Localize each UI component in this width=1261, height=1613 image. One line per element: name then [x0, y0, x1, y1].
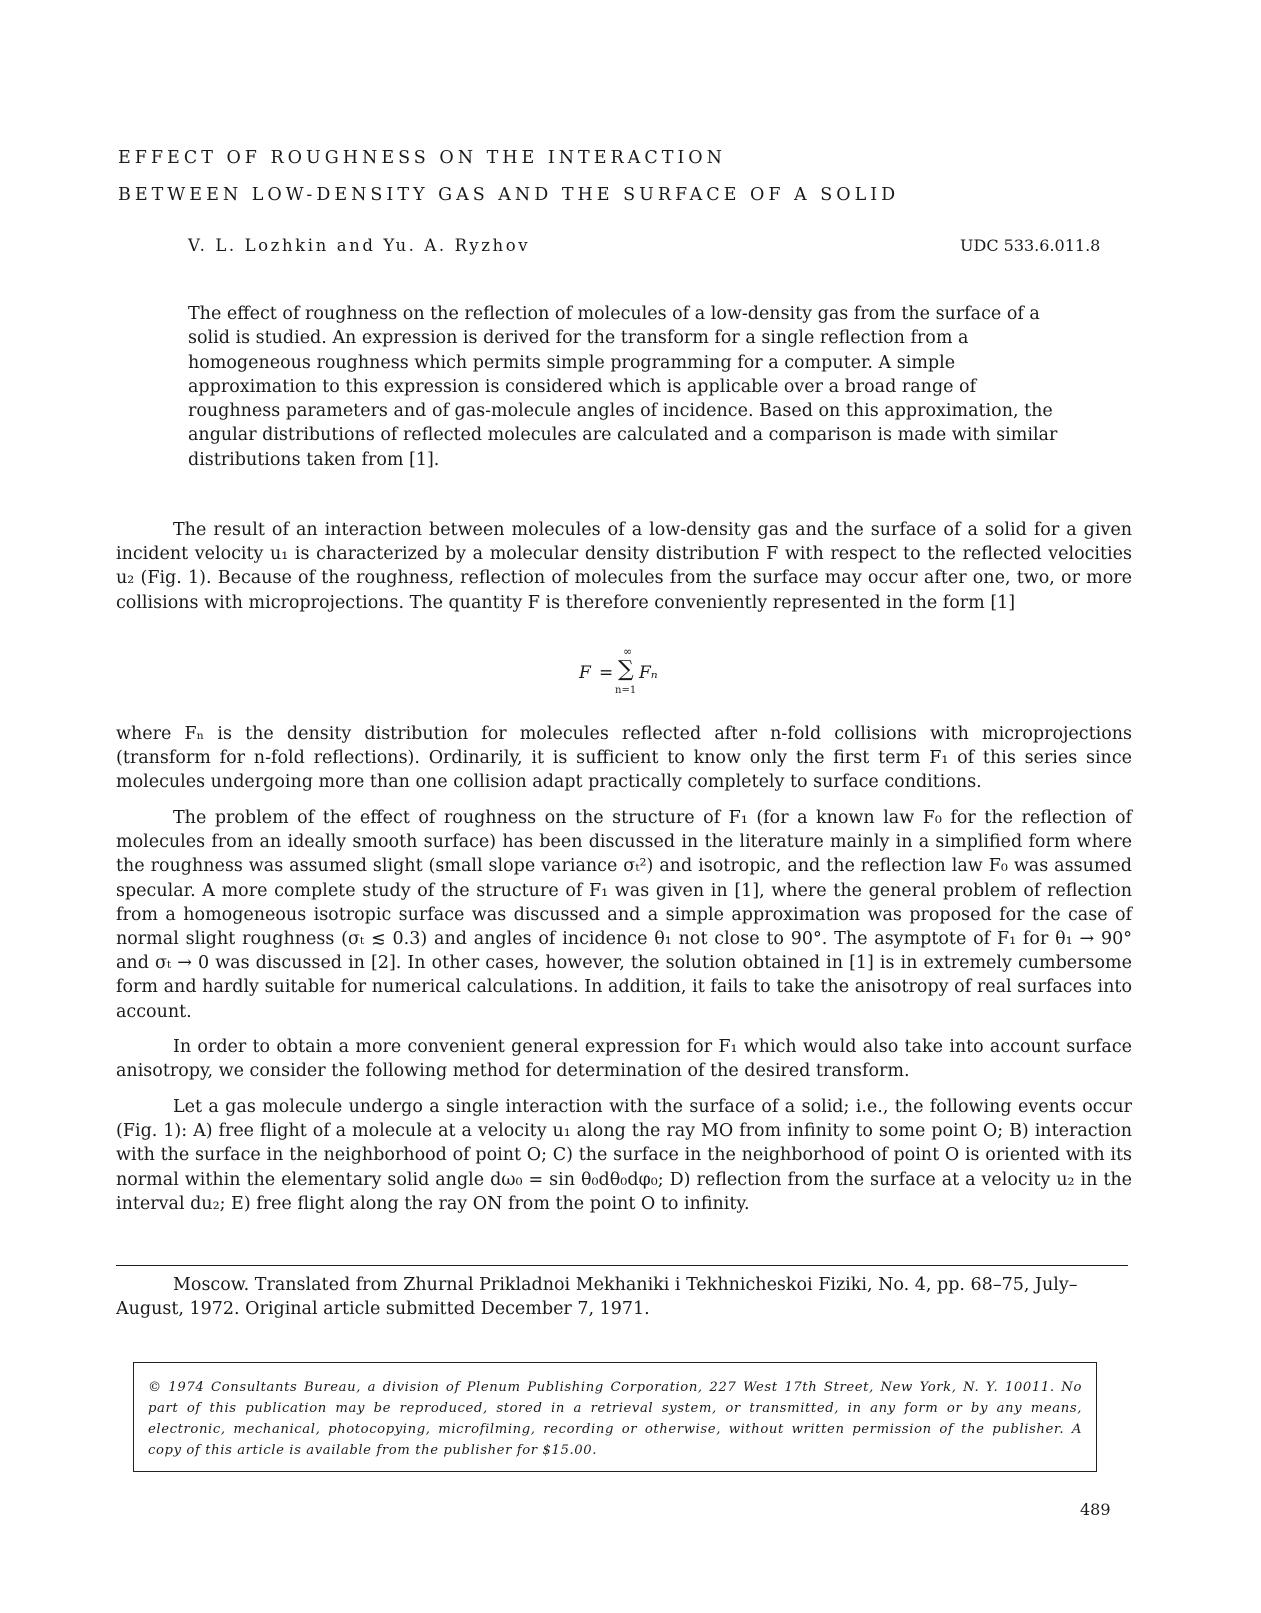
- body-paragraph-2-block: [116, 722, 1132, 795]
- formula-equals: =: [599, 663, 614, 683]
- body-paragraph-3-block: [116, 806, 1132, 1024]
- footnote-divider: [116, 1265, 1128, 1266]
- body-paragraph-1: The result of an interaction between molecules of a low-density gas and the surface of a solid for a given incident velocity u₁ is characterized by a molecular density distribution F with respect to the reflected velocities u₂ (Fig. 1). Because of the roughness, reflection of molecules from the surface may occur after one, two, or more collisions with microprojections. The quantity F is therefore conveniently represented in the form [1]: [116, 520, 1132, 613]
- body-paragraph-5: Let a gas molecule undergo a single interaction with the surface of a solid; i.e., the following events occur (Fig. 1): A) free flight of a molecule at a velocity u₁ along the ray MO from infinity to some point O; B) interaction with the surface in the neighborhood of point O; C) the surface in the neighborhood of point O is oriented with its normal within the elementary solid angle dω₀ = sin θ₀dθ₀dφ₀; D) reflection from the surface at a velocity u₂ in the interval du₂; E) free flight along the ray ON from the point O to infinity.: [116, 1097, 1132, 1214]
- body-paragraph-3: The problem of the effect of roughness on the structure of F₁ (for a known law F₀ for the reflection of molecules from an ideally smooth surface) has been discussed in the literature mainly in a simplified form where the roughness was assumed slight (small slope variance σₜ²) and isotropic, and the reflection law F₀ was assumed specular. A more complete study of the structure of F₁ was given in [1], where the general problem of reflection from a homogeneous isotropic surface was discussed and a simple approximation was proposed for the case of normal slight roughness (σₜ ≲ 0.3) and angles of incidence θ₁ not close to 90°. The asymptote of F₁ for θ₁ → 90° and σₜ → 0 was discussed in [2]. In other cases, however, the solution obtained in [1] is in extremely cumbersome form and hardly suitable for numerical calculations. In addition, it fails to take the anisotropy of real surfaces into account.: [116, 808, 1132, 1022]
- title-line-1: EFFECT OF ROUGHNESS ON THE INTERACTION: [118, 148, 726, 168]
- body-paragraph-1-block: [116, 518, 1132, 615]
- formula-term: Fₙ: [639, 663, 658, 683]
- footnote-text: Moscow. Translated from Zhurnal Prikladnoi Mekhaniki i Tekhnicheskoi Fiziki, No. 4, pp. 68–75, July–August, 1972. Original article submitted December 7, 1971.: [116, 1275, 1078, 1319]
- translation-footnote: [116, 1273, 1128, 1321]
- formula-lhs: F: [579, 663, 591, 683]
- copyright-text: © 1974 Consultants Bureau, a division of Plenum Publishing Corporation, 227 West 17th Street, New York, N. Y. 10011. No part of this publication may be reproduced, stored in a retrieval system, or transmitted, in any form or by any means, electronic, mechanical, photocopying, microfilming, recording or otherwise, without written permission of the publisher. A copy of this article is available from the publisher for $15.00.: [148, 1380, 1082, 1458]
- abstract-text: The effect of roughness on the reflection of molecules of a low-density gas from the surface of a solid is studied. An expression is derived for the transform for a single reflection from a homogeneous roughness which permits simple programming for a computer. A simple approximation to this expression is considered which is applicable over a broad range of roughness parameters and of gas-molecule angles of incidence. Based on this approximation, the angular distributions of reflected molecules are calculated and a comparison is made with similar distributions taken from [1].: [188, 304, 1058, 470]
- formula-upper-limit: ∞: [623, 645, 633, 658]
- abstract: [188, 302, 1068, 472]
- copyright-box: [133, 1362, 1097, 1472]
- body-paragraph-5-block: [116, 1095, 1132, 1216]
- formula-lower-limit: n=1: [615, 685, 637, 696]
- page-number: 489: [1080, 1500, 1111, 1519]
- body-paragraph-4-block: [116, 1035, 1132, 1083]
- body-paragraph-2: where Fₙ is the density distribution for molecules reflected after n-fold collisions with microprojections (transform for n-fold reflections). Ordinarily, it is sufficient to know only the first term F₁ of this series since molecules undergoing more than one collision adapt practically completely to surface conditions.: [116, 724, 1132, 793]
- series-formula: [575, 645, 675, 705]
- authors: V. L. Lozhkin and Yu. A. Ryzhov: [188, 236, 531, 255]
- summation-symbol: ∑: [618, 657, 634, 682]
- title-line-2: BETWEEN LOW-DENSITY GAS AND THE SURFACE OF A SOLID: [118, 185, 900, 205]
- udc-code: UDC 533.6.011.8: [960, 236, 1101, 255]
- body-paragraph-4: In order to obtain a more convenient general expression for F₁ which would also take into account surface anisotropy, we consider the following method for determination of the desired transform.: [116, 1037, 1132, 1082]
